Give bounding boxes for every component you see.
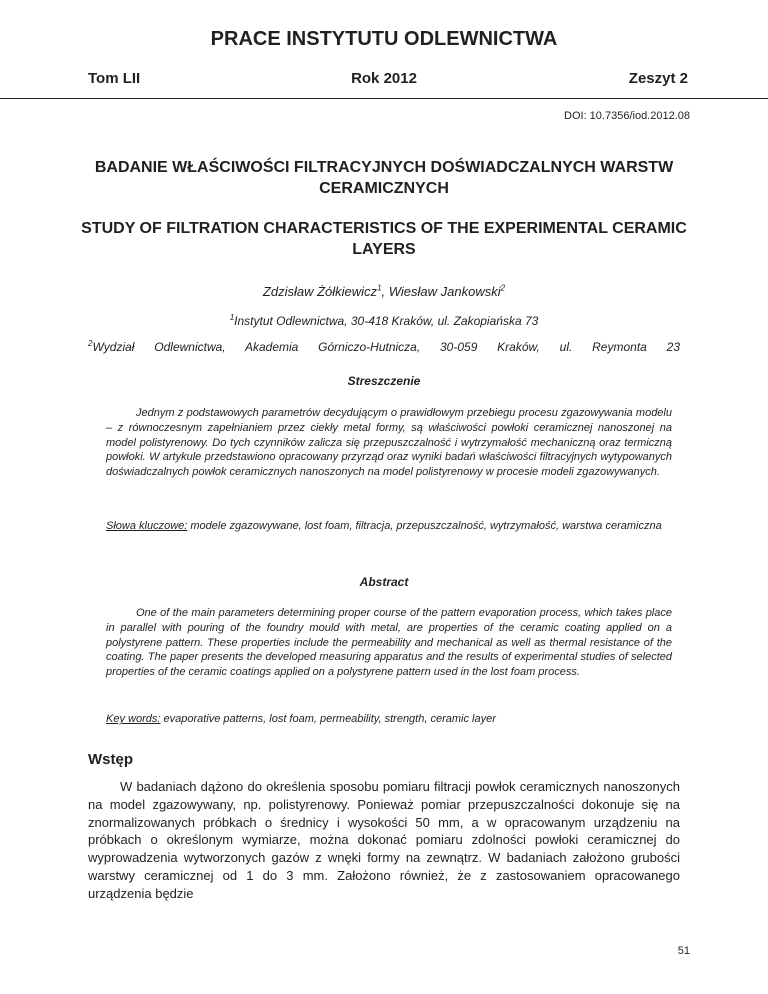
keywords-english-text: evaporative patterns, lost foam, permeability, strength, ceramic layer (160, 713, 496, 725)
keywords-polish (106, 519, 672, 534)
affiliation-1-sup: 1 (229, 313, 235, 322)
streszczenie-heading: Streszczenie (347, 374, 421, 388)
keywords-polish-text: modele zgazowywane, lost foam, filtracja, przepuszczalność, wytrzymałość, warstwa ceramiczna (187, 520, 662, 532)
affiliation-2-sup: 2 (88, 339, 93, 348)
abstract-text: One of the main parameters determining proper course of the pattern evaporation process, which takes place in parallel with pouring of the foundry mould with metal, are properties of the ceramic coating applied on a polystyrene pattern. These properties include the permeability and mechanical as well as thermal resistance of the coating. The paper presents the developed measuring apparatus and the results of experimental studies of selected properties of the ceramic coatings applied on a polystyrene pattern used in the lost foam process. (106, 607, 672, 679)
year-label: Rok 2012 (351, 70, 417, 87)
header-divider (0, 98, 768, 99)
keywords-english (106, 712, 672, 727)
author-2: Wiesław Jankowski (388, 284, 501, 299)
author-1: Zdzisław Żółkiewicz (262, 284, 378, 299)
author-2-sup: 2 (500, 283, 506, 293)
author-separator: , (381, 284, 389, 299)
doi[interactable]: DOI: 10.7356/iod.2012.08 (564, 110, 690, 122)
body-text: W badaniach dążono do określenia sposobu pomiaru filtracji powłok ceramicznych nanoszonych na model zgazowywany, np. polistyrenowy. Ponieważ pomiar przepuszczalności dokonuje się na znormalizowanych próbkach o średnicy i wysokości 50 mm, a w opracowanym urządzeniu na próbkach o określonym wymiarze, można dokonać pomiaru zdolności powłoki ceramicznej do wyprowadzenia wytworzonych gazów z wnęki formy na zewnątrz. W badaniach założono grubości warstwy ceramicznej od 1 do 3 mm. Założono również, że z zastosowaniem opracowanego urządzenia będzie (88, 779, 680, 901)
streszczenie-text: Jednym z podstawowych parametrów decydującym o prawidłowym przebiegu procesu zgazowywania modelu – z równoczesnym zapełnianiem przez ciekły metal formy, są właściwości powłoki ceramicznej nanoszonej na model polistyrenowy. Do tych czynników zalicza się przepuszczalność i wytrzymałość mechaniczną oraz termiczną powłoki. W artykule przedstawiono opracowany przyrząd oraz wyniki badań właściwości filtracyjnych wytypowanych doświadczalnych powłok ceramicznych nanoszonych na model polistyrenowy w procesie modeli zgazowywanych. (106, 407, 672, 479)
issue-label: Zeszyt 2 (628, 70, 688, 87)
affiliation-2-text: Wydział Odlewnictwa, Akademia Górniczo-Hutnicza, 30-059 Kraków, ul. Reymonta 23 (92, 340, 680, 354)
streszczenie-paragraph (106, 406, 672, 480)
author-1-sup: 1 (377, 283, 382, 293)
authors (0, 284, 768, 299)
affiliation-2 (88, 340, 680, 354)
body-paragraph (88, 778, 680, 903)
abstract-heading: Abstract (359, 575, 409, 589)
journal-title: PRACE INSTYTUTU ODLEWNICTWA (210, 28, 558, 50)
title-polish: BADANIE WŁAŚCIWOŚCI FILTRACYJNYCH DOŚWIADCZALNYCH WARSTW CERAMICZNYCH (94, 159, 674, 197)
title-english: STUDY OF FILTRATION CHARACTERISTICS OF THE EXPERIMENTAL CERAMIC LAYERS (81, 220, 687, 258)
affiliation-1 (0, 314, 768, 328)
page-number: 51 (677, 945, 690, 957)
volume-label: Tom LII (88, 70, 141, 87)
keywords-polish-label: Słowa kluczowe: (106, 520, 188, 532)
affiliation-1-text: Instytut Odlewnictwa, 30-418 Kraków, ul. Zakopiańska 73 (234, 314, 539, 328)
keywords-english-label: Key words: (106, 713, 161, 725)
section-heading: Wstęp (88, 751, 133, 768)
abstract-paragraph (106, 606, 672, 680)
